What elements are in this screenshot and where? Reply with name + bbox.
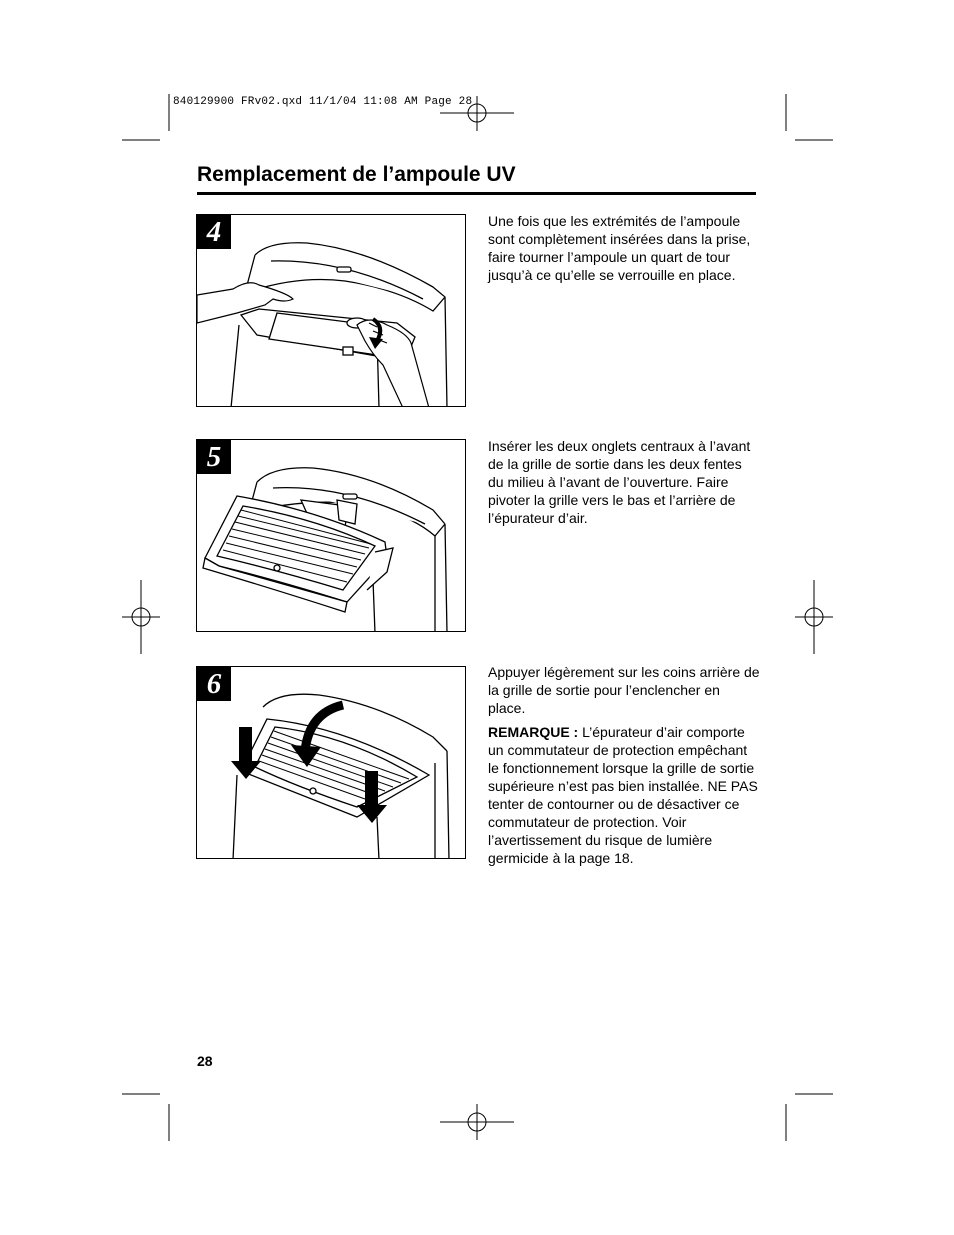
step-4-text: Une fois que les extrémités de l’ampoule sont complètement insérées dans la prise, faire tourner l’ampoule un quart de tour jusqu’à ce qu’elle se verrouille en place. <box>488 213 751 283</box>
air-purifier-press-grille-illustration <box>197 667 466 859</box>
step-number-badge: 6 <box>197 667 231 701</box>
step-5-illustration <box>196 439 466 632</box>
step-5-text: Insérer les deux onglets centraux à l’avant de la grille de sortie dans les deux fentes du milieu à l’avant de l’ouverture. Faire pivoter la grille vers le bas et l’arrière de l’épurateur d’air. <box>488 438 751 526</box>
registration-target-top <box>440 96 514 131</box>
step-6-text-block <box>488 663 760 867</box>
print-slug-line: 840129900 FRv02.qxd 11/1/04 11:08 AM Page 28 <box>173 96 473 108</box>
section-title: Remplacement de l’ampoule UV <box>197 163 516 186</box>
registration-target-bottom <box>440 1104 514 1140</box>
step-4-illustration <box>196 214 466 407</box>
note-label: REMARQUE : <box>488 724 579 740</box>
step-6-illustration <box>196 666 466 859</box>
step-number-badge: 5 <box>197 440 231 474</box>
step-number-badge: 4 <box>197 215 231 249</box>
air-purifier-bulb-illustration <box>197 215 466 407</box>
step-6-text: Appuyer légèrement sur les coins arrière de la grille de sortie pour l’enclencher en place. <box>488 664 760 716</box>
note-text: L’épurateur d’air comporte un commutateur de protection empêchant le fonctionnement lorsque la grille de sortie supérieure n’est pas bien installée. NE PAS tenter de contourner ou de désactiver ce commutateur de protection. Voir l’avertissement du risque de lumière germicide à la page 18. <box>488 724 758 866</box>
page-number: 28 <box>197 1053 213 1069</box>
step-6-note <box>488 723 760 867</box>
registration-target-right <box>795 580 833 654</box>
air-purifier-grille-illustration <box>197 440 466 632</box>
title-rule <box>197 192 756 195</box>
registration-target-left <box>122 580 160 654</box>
